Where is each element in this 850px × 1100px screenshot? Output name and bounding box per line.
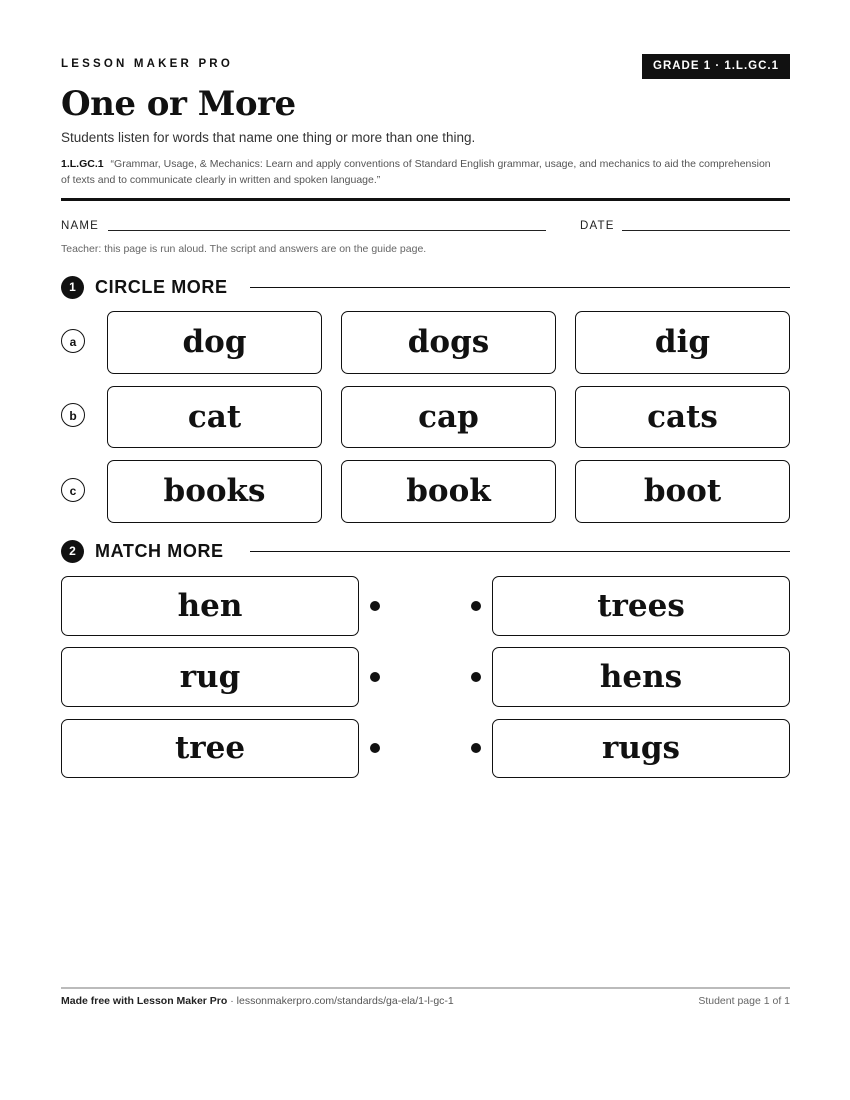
footer-page-label: Student page 1 of 1 — [698, 995, 790, 1007]
word-choice[interactable]: dog — [107, 311, 322, 374]
date-label: DATE — [580, 220, 615, 232]
match-left-dot[interactable] — [370, 601, 380, 611]
match-right-dot[interactable] — [471, 743, 481, 753]
brand-name: LESSON MAKER PRO — [61, 58, 233, 70]
worksheet-page — [61, 0, 790, 1100]
footer-made-with: Made free with Lesson Maker Pro — [61, 995, 228, 1007]
footer-credit — [61, 995, 454, 1007]
match-right-dot[interactable] — [471, 601, 481, 611]
date-field[interactable] — [622, 230, 790, 231]
section-number-badge: 2 — [61, 540, 84, 563]
page-subtitle: Students listen for words that name one thing or more than one thing. — [61, 130, 476, 145]
word-choice[interactable]: dig — [575, 311, 790, 374]
match-right-word[interactable]: hens — [492, 647, 790, 707]
standard-description — [61, 156, 781, 188]
match-right-dot[interactable] — [471, 672, 481, 682]
match-left-word[interactable]: tree — [61, 719, 359, 778]
word-choice[interactable]: book — [341, 460, 556, 523]
row-letter-c: c — [61, 478, 85, 502]
name-label: NAME — [61, 220, 100, 232]
section-rule — [250, 287, 790, 288]
section-number-badge: 1 — [61, 276, 84, 299]
word-choice[interactable]: books — [107, 460, 322, 523]
grade-badge: GRADE 1 · 1.L.GC.1 — [642, 54, 790, 79]
section-match-more-header — [61, 540, 790, 564]
word-choice[interactable]: cats — [575, 386, 790, 448]
section-circle-more-header — [61, 276, 790, 300]
word-choice[interactable]: cat — [107, 386, 322, 448]
match-left-word[interactable]: rug — [61, 647, 359, 707]
match-right-word[interactable]: trees — [492, 576, 790, 636]
footer-url-link[interactable]: lessonmakerpro.com/standards/ga-ela/1-l-gc-1 — [236, 995, 454, 1007]
footer-divider — [61, 987, 790, 989]
word-choice[interactable]: dogs — [341, 311, 556, 374]
match-left-dot[interactable] — [370, 743, 380, 753]
page-title: One or More — [61, 84, 296, 124]
section-title: CIRCLE MORE — [95, 277, 228, 297]
row-letter-a: a — [61, 329, 85, 353]
teacher-note: Teacher: this page is run aloud. The script and answers are on the guide page. — [61, 243, 427, 255]
header-divider — [61, 198, 790, 201]
word-choice[interactable]: cap — [341, 386, 556, 448]
standard-code: 1.L.GC.1 — [61, 158, 104, 170]
match-right-word[interactable]: rugs — [492, 719, 790, 778]
name-field[interactable] — [108, 230, 546, 231]
section-title: MATCH MORE — [95, 541, 224, 561]
row-letter-b: b — [61, 403, 85, 427]
section-rule — [250, 551, 790, 552]
footer-separator: · — [227, 995, 237, 1007]
standard-text: “Grammar, Usage, & Mechanics: Learn and apply conventions of Standard English grammar, usage, and mechanics to aid the comprehension of texts and to communicate clearly in written and spoken language.” — [61, 158, 771, 186]
match-left-dot[interactable] — [370, 672, 380, 682]
match-left-word[interactable]: hen — [61, 576, 359, 636]
word-choice[interactable]: boot — [575, 460, 790, 523]
